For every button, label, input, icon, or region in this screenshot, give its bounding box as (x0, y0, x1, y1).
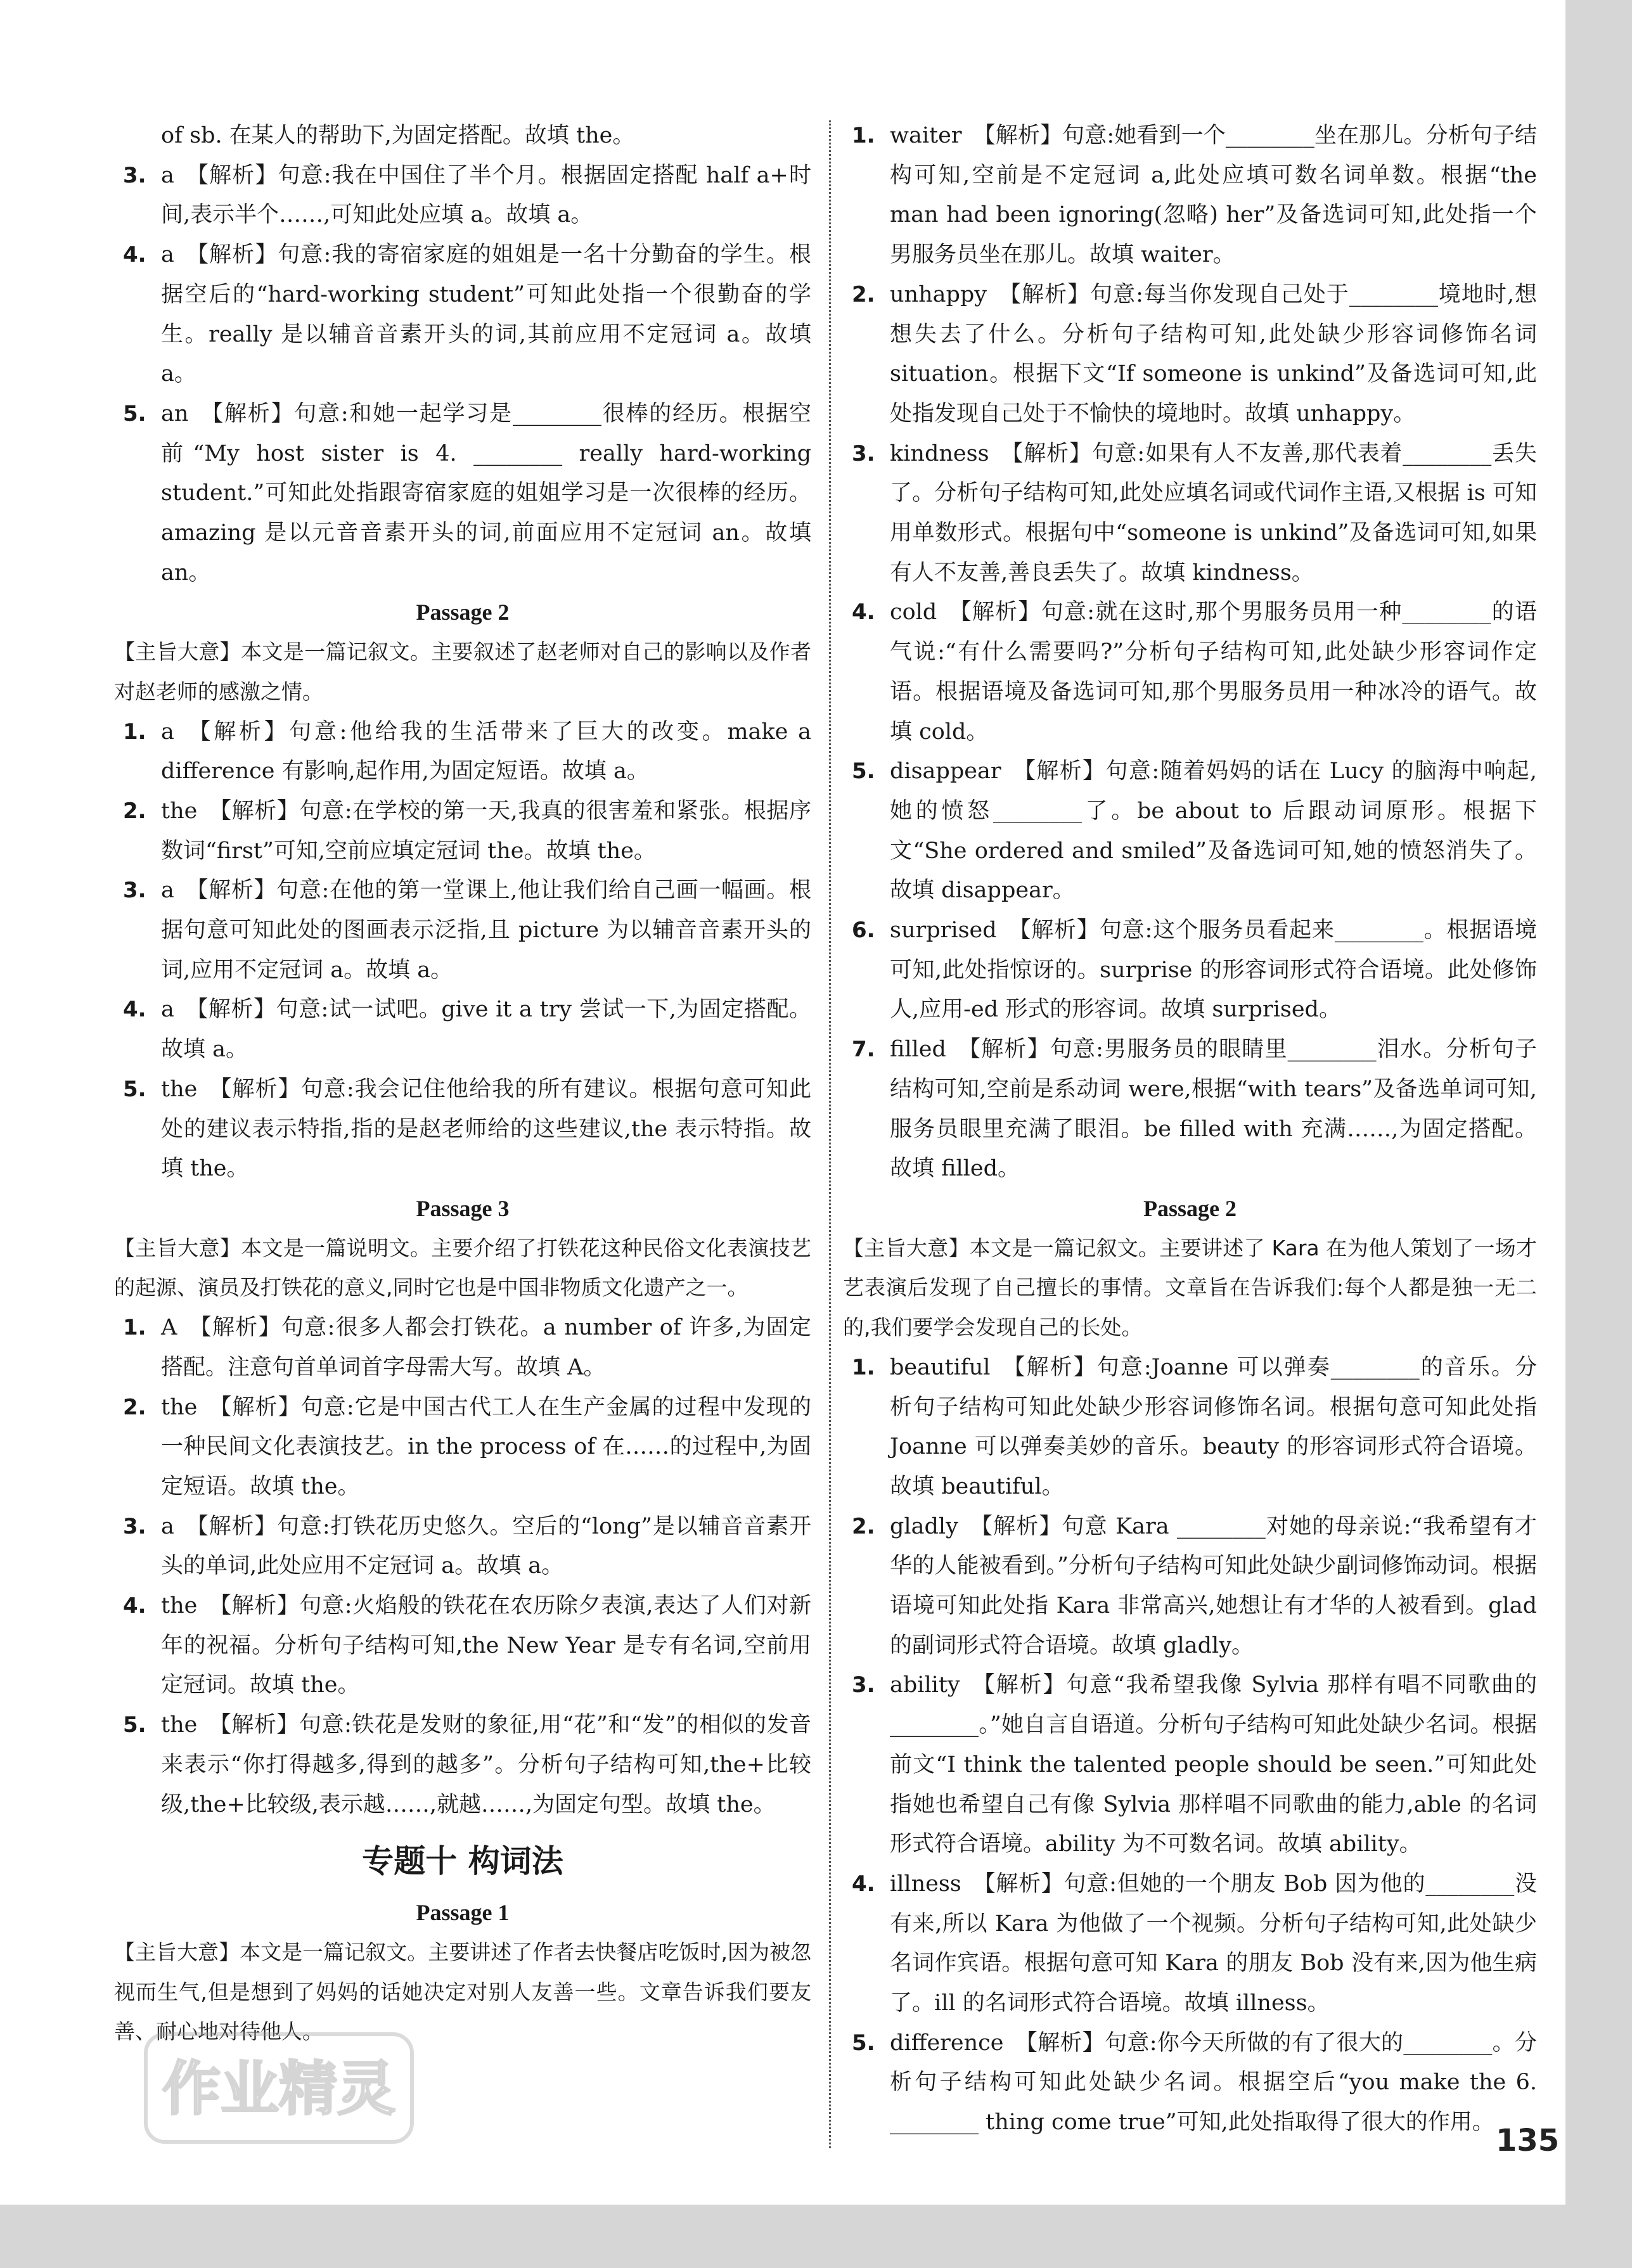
left-passage2-items (114, 712, 811, 1189)
answer-item: 2. the 【解析】句意:在学校的第一天,我真的很害羞和紧张。根据序数词“first”可知,空前应填定冠词 the。故填 the。 (123, 798, 811, 864)
svg-text:作业精灵: 作业精灵 (162, 2055, 396, 2123)
right-passage2-items (843, 1348, 1537, 2143)
answer-item: 5. disappear 【解析】句意:随着妈妈的话在 Lucy 的脑海中响起,她的愤怒________了。be about to 后跟动词原形。根据下文“She ordered and smiled”及备选词可知,她的愤怒消失了。故填 disappear。 (852, 759, 1537, 904)
answer-item: 1. beautiful 【解析】句意:Joanne 可以弹奏________的音乐。分析句子结构可知此处缺少形容词修饰名词。根据句意可知此处指 Joanne 可以弹奏美妙的音乐。beauty 的形容词形式符合语境。故填 beautiful。 (852, 1354, 1537, 1499)
answer-item: 2. gladly 【解析】句意 Kara ________对她的母亲说:“我希望有才华的人能被看到。”分析句子结构可知此处缺少副词修饰动词。根据语境可知此处指 Kara 非常高兴,她想让有才华的人被看到。glad 的副词形式符合语境。故填 gladly。 (852, 1513, 1537, 1658)
left-passage3-items (114, 1308, 811, 1824)
watermark-logo (133, 2015, 425, 2161)
passage-title: Passage 2 (1143, 1195, 1237, 1221)
answer-item: 1. waiter 【解析】句意:她看到一个________坐在那儿。分析句子结构可知,空前是不定冠词 a,此处应填可数名词单数。根据“the man had been ignoring(忽略) her”及备选词可知,此处指一个男服务员坐在那儿。故填 waiter。 (852, 123, 1537, 268)
column-divider (829, 120, 831, 2148)
passage-title: Passage 3 (416, 1195, 510, 1221)
right-column (843, 116, 1537, 2143)
passage-title: Passage 1 (416, 1900, 510, 1926)
passage-title: Passage 2 (416, 599, 510, 625)
passage-summary: 【主旨大意】本文是一篇记叙文。主要叙述了赵老师对自己的影响以及作者对赵老师的感激之情。 (114, 639, 811, 704)
section-title: 专题十 构词法 (362, 1843, 563, 1880)
answer-item: 6. surprised 【解析】句意:这个服务员看起来________。根据语境可知,此处指惊讶的。surprise 的形容词形式符合语境。此处修饰人,应用-ed 形式的形容词。故填 surprised。 (852, 918, 1537, 1023)
answer-item: 5. the 【解析】句意:我会记住他给我的所有建议。根据句意可知此处的建议表示特指,指的是赵老师给的这些建议,the 表示特指。故填 the。 (123, 1076, 811, 1182)
passage-summary: 【主旨大意】本文是一篇说明文。主要介绍了打铁花这种民俗文化表演技艺的起源、演员及打铁花的意义,同时它也是中国非物质文化遗产之一。 (114, 1235, 811, 1300)
answer-item: 3. a 【解析】句意:在他的第一堂课上,他让我们给自己画一幅画。根据句意可知此处的图画表示泛指,且 picture 为以辅音音素开头的词,应用不定冠词 a。故填 a。 (123, 878, 811, 983)
answer-item: 3. ability 【解析】句意“我希望我像 Sylvia 那样有唱不同歌曲的________。”她自言自语道。分析句子结构可知此处缺少名词。根据前文“I think the talented people should be seen.”可知此处指她也希望自己有像 Sylvia 那样唱不同歌曲的能力,able 的名词形式符合语境。ability 为不可数名词。故填 ability。 (852, 1672, 1537, 1857)
answer-item: 4. illness 【解析】句意:但她的一个朋友 Bob 因为他的________没有来,所以 Kara 为他做了一个视频。分析句子结构可知,此处缺少名词作宾语。根据句意可知 Kara 的朋友 Bob 没有来,因为他生病了。ill 的名词形式符合语境。故填 illness。 (852, 1871, 1537, 2016)
answer-item: 5. the 【解析】句意:铁花是发财的象征,用“花”和“发”的相似的发音来表示“你打得越多,得到的越多”。分析句子结构可知,the+比较级,the+比较级,表示越……,就越……,为固定句型。故填 the。 (123, 1712, 811, 1817)
answer-item: 2. the 【解析】句意:它是中国古代工人在生产金属的过程中发现的一种民间文化表演技艺。in the process of 在……的过程中,为固定短语。故填 the。 (123, 1394, 811, 1499)
right-passage1-items (843, 116, 1537, 1189)
answer-item: 4. a 【解析】句意:试一试吧。give it a try 尝试一下,为固定搭配。故填 a。 (123, 997, 811, 1063)
answer-item: 1. A 【解析】句意:很多人都会打铁花。a number of 许多,为固定搭配。注意句首单词首字母需大写。故填 A。 (123, 1315, 811, 1380)
answer-item: 4. cold 【解析】句意:就在这时,那个男服务员用一种________的语气说:“有什么需要吗?”分析句子结构可知,此处缺少形容词作定语。根据语境及备选词可知,那个男服务员用一种冰冷的语气。故填 cold。 (852, 599, 1537, 745)
answer-item: 3. a 【解析】句意:我在中国住了半个月。根据固定搭配 half a+时间,表示半个……,可知此处应填 a。故填 a。 (123, 162, 811, 228)
answer-item: 3. a 【解析】句意:打铁花历史悠久。空后的“long”是以辅音音素开头的单词,此处应用不定冠词 a。故填 a。 (123, 1513, 811, 1579)
answer-item: 2. unhappy 【解析】句意:每当你发现自己处于________境地时,想想失去了什么。分析句子结构可知,此处缺少形容词修饰名词 situation。根据下文“If someone is unkind”及备选词可知,此处指发现自己处于不愉快的境地时。故填 unhappy。 (852, 281, 1537, 426)
passage-summary: 【主旨大意】本文是一篇记叙文。主要讲述了作者去快餐店吃饭时,因为被忽视而生气,但是想到了妈妈的话她决定对别人友善一些。文章告诉我们要友善、耐心地对待他人。 (114, 1939, 811, 2044)
answer-item: 5. an 【解析】句意:和她一起学习是________很棒的经历。根据空前“My host sister is 4. ________ really hard-working student.”可知此处指跟寄宿家庭的姐姐学习是一次很棒的经历。amazing 是以元音音素开头的词,前面应用不定冠词 an。故填 an。 (123, 400, 811, 586)
passage-summary: 【主旨大意】本文是一篇记叙文。主要讲述了 Kara 在为他人策划了一场才艺表演后发现了自己擅长的事情。文章旨在告诉我们:每个人都是独一无二的,我们要学会发现自己的长处。 (843, 1235, 1537, 1340)
left-column (114, 116, 811, 2052)
continued-text: of sb. 在某人的帮助下,为固定搭配。故填 the。 (161, 123, 635, 148)
page-number: 135 (1496, 2123, 1560, 2158)
answer-item: 4. the 【解析】句意:火焰般的铁花在农历除夕表演,表达了人们对新年的祝福。分析句子结构可知,the New Year 是专有名词,空前用定冠词。故填 the。 (123, 1593, 811, 1698)
answer-item: 3. kindness 【解析】句意:如果有人不友善,那代表着________丢失了。分析句子结构可知,此处应填名词或代词作主语,又根据 is 可知用单数形式。根据句中“someone is unkind”及备选词可知,如果有人不友善,善良丢失了。故填 kindness。 (852, 440, 1537, 586)
left-passage1-items (114, 156, 811, 593)
answer-item: 7. filled 【解析】句意:男服务员的眼睛里________泪水。分析句子结构可知,空前是系动词 were,根据“with tears”及备选单词可知,服务员眼里充满了眼泪。be filled with 充满……,为固定搭配。故填 filled。 (852, 1037, 1537, 1182)
answer-item: 5. difference 【解析】句意:你今天所做的有了很大的________。分析句子结构可知此处缺少名词。根据空后“you make the 6. ________ thing come true”可知,此处指取得了很大的作用。 (852, 2030, 1537, 2136)
answer-item: 4. a 【解析】句意:我的寄宿家庭的姐姐是一名十分勤奋的学生。根据空后的“hard-working student”可知此处指一个很勤奋的学生。really 是以辅音音素开头的词,其前应用不定冠词 a。故填 a。 (123, 242, 811, 387)
answer-item: 1. a 【解析】句意:他给我的生活带来了巨大的改变。make a difference 有影响,起作用,为固定短语。故填 a。 (123, 719, 811, 785)
